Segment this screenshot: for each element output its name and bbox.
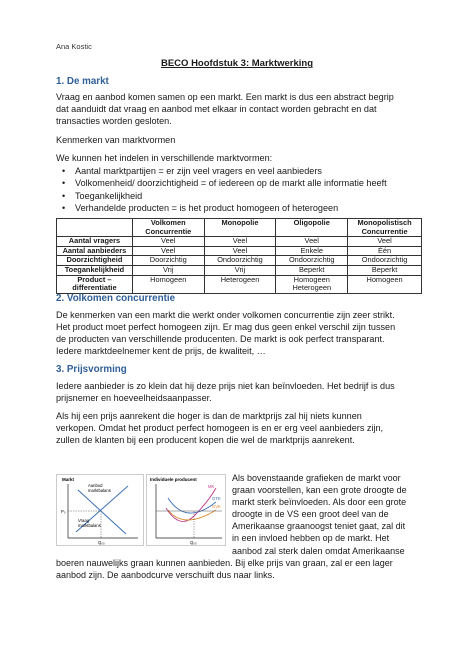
paragraph-line: droogte in de VS een groot deel van de <box>232 509 389 520</box>
table-header-cell: Volkomen Concurrentie <box>132 219 204 237</box>
table-cell: Ondoorzichtig <box>348 256 422 266</box>
gtk-label: GTK <box>212 496 221 501</box>
table-row-label: Aantal vragers <box>57 237 133 247</box>
table-cell: Ondoorzichtig <box>276 256 348 266</box>
paragraph-line: transacties worden gesloten. <box>56 116 172 126</box>
supply-label: Aanbod <box>88 483 103 488</box>
demand-label-2: marktbalans <box>78 523 101 528</box>
paragraph-line: Vraag en aanbod komen samen op een markt. Een markt is dus een abstract begrip <box>56 92 394 102</box>
table-cell: Beperkt <box>348 265 422 275</box>
section-heading-3: 3. Prijsvorming <box>56 364 127 375</box>
table-cell: Homogeen <box>348 275 422 293</box>
paragraph-line: We kunnen het indelen in verschillende marktvormen: <box>56 153 273 163</box>
table-cell: Veel <box>204 246 276 256</box>
table-cell: Homogeen <box>132 275 204 293</box>
price-label: P₀ <box>61 509 66 514</box>
paragraph-line: Als bovenstaande grafieken de markt voor <box>232 473 401 483</box>
table-cell: Veel <box>276 237 348 247</box>
table-row <box>57 275 422 293</box>
table-header-cell: Monopolie <box>204 219 276 237</box>
paragraph-line: Kenmerken van marktvormen <box>56 135 176 145</box>
list-item: • Verhandelde producten = is het product homogeen of heterogeen <box>56 202 436 214</box>
table-cell: Vrij <box>132 265 204 275</box>
paragraph-line: verkopen. Omdat het product perfect homogeen is en er erg veel aanbieders zijn, <box>56 423 384 433</box>
paragraph-line: De kenmerken van een markt die werkt onder volkomen concurrentie zijn zeer strikt. <box>56 310 395 320</box>
mk-label: MK <box>208 484 215 489</box>
table-cell: Enkele <box>276 246 348 256</box>
paragraph-line: in een invloed hebben op de markt. Het <box>232 533 390 544</box>
supply-label-2: marktbalans <box>88 488 111 493</box>
paragraph-line: graan voorstellen, kan een grote droogte de <box>232 485 407 496</box>
table-header-cell: Oligopolie <box>276 219 348 237</box>
table-cell: Één <box>348 246 422 256</box>
list-item: • Aantal marktpartijen = er zijn veel vragers en veel aanbieders <box>56 165 436 177</box>
paragraph-line: Amerikaanse graanoogst teniet gaat, zal dit <box>232 521 406 532</box>
paragraph-line: Iedere marktdeelnemer kent de prijs, de kwaliteit, … <box>56 346 266 356</box>
table-cell: Ondoorzichtig <box>204 256 276 266</box>
paragraph-line: prijsnemer en hoeveelheidsaanpasser. <box>56 393 212 403</box>
table-cell: Veel <box>132 237 204 247</box>
demand-label: Vraag <box>78 518 90 523</box>
table-cell: Doorzichtig <box>132 256 204 266</box>
figure-side-text <box>232 472 428 557</box>
paragraph-line: dat aanduidt dat vraag en aanbod met elkaar in contact worden gebracht en dat <box>56 104 377 114</box>
paragraph-line: Iedere aanbieder is zo klein dat hij deze prijs niet kan beïnvloeden. Het bedrijf is dus <box>56 381 395 391</box>
table-row-label: Doorzichtigheid <box>57 256 133 266</box>
market-graph <box>56 474 144 546</box>
table-cell: Heterogeen <box>204 275 276 293</box>
document-title: BECO Hoofdstuk 3: Marktwerking <box>160 58 314 69</box>
section-heading-1: 1. De markt <box>56 76 109 87</box>
paragraph-line: aanbod zal sterk dalen omdat Amerikaanse <box>232 545 405 556</box>
paragraph-line: de producten van verschillende producenten. De markt is ook perfect transparant. <box>56 334 385 344</box>
table-cell: Beperkt <box>276 265 348 275</box>
table-cell: Homogeen Heterogeen <box>276 275 348 293</box>
paragraph-line: Als hij een prijs aanrekent die hoger is dan de marktprijs zal hij niets kunnen <box>56 411 362 421</box>
table-header-cell: Monopolistisch Concurrentie <box>348 219 422 237</box>
quantity-label: Q₀₀ <box>190 540 197 545</box>
table-row-label: Product – differentiatie <box>57 275 133 293</box>
producer-graph-title: Individuele producent <box>150 477 197 482</box>
quantity-label: Q₀₀ <box>98 540 105 545</box>
table-cell: Veel <box>204 237 276 247</box>
paragraph-line: aanbod zijn. De aanbodcurve verschuift dus naar links. <box>56 570 275 580</box>
list-item: • Toegankelijkheid <box>56 190 436 202</box>
producer-graph <box>146 474 226 546</box>
table-row-label: Aantal aanbieders <box>57 246 133 256</box>
list-item: • Volkomenheid/ doorzichtigheid = of iedereen op de markt alle informatie heeft <box>56 177 436 189</box>
table-cell: Veel <box>348 237 422 247</box>
marktvormen-list <box>56 165 436 215</box>
table-header-row <box>57 219 422 237</box>
table-row <box>57 237 422 247</box>
table-row-label: Toegankelijkheid <box>57 265 133 275</box>
market-graph-title: Markt <box>62 477 75 482</box>
paragraph-line: markt sterk beïnvloeden. Als door een grote <box>232 497 407 508</box>
paragraph-line: zullen de klanten bij een producent kopen die wel de marktprijs aanrekent. <box>56 435 355 445</box>
paragraph-line: boeren nauwelijks graan kunnen aanbieden. Bij elke prijs van graan, zal er een lager <box>56 558 393 568</box>
table-cell: Veel <box>132 246 204 256</box>
author-name: Ana Kostic <box>56 42 92 51</box>
section-heading-2: 2. Volkomen concurrentie <box>56 293 176 304</box>
table-cell: Vrij <box>204 265 276 275</box>
table-corner-cell <box>57 219 133 237</box>
gvk-label: GVK <box>212 504 221 509</box>
paragraph-line: Het product moet perfect homogeen zijn. Er mag dus geen enkel verschil zijn tussen <box>56 322 396 332</box>
marktvormen-table <box>56 218 422 294</box>
